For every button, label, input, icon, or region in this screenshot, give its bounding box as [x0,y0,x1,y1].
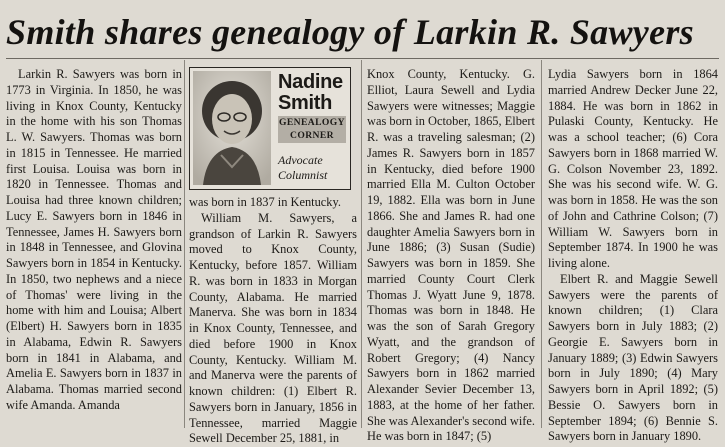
headline-rule [6,58,719,59]
column-title-line1: GENEALOGY [279,117,345,128]
column-rule [184,60,185,428]
column-rule [541,60,542,428]
article-column-4 [548,67,718,445]
columnist-first-name: Nadine [278,71,343,93]
columnist-name [278,72,348,114]
article-column-1 [6,67,182,414]
columnist-role [278,153,348,183]
role-line2: Columnist [278,168,328,182]
columnist-last-name: Smith [278,92,333,114]
column-title-badge [278,116,346,143]
column-rule [361,60,362,428]
column-title-line2: CORNER [290,129,334,141]
paragraph: Larkin R. Sawyers was born in 1773 in Virginia. In 1850, he was living in Knox County, Kentucky in the home with his son Thomas L. W. Sawyers. Thomas was born in 1815 in Tennessee. He married first Louisa. Louisa was born in 1820 in Tennessee. Thomas and Louisa had three known children; Lucy E. Sawyers born in 1846 in Tennessee, James H. Sawyers born in 1848 in Tennessee, and Glovina Sawyers born in 1854 in Kentucky. In 1850, two nephews and a niece of Thomas' were living in the home with him and Louisa; Albert (Elbert) H. Sawyers born in 1835 in Alabama, Edwin R. Sawyers born in 1841 in Alabama, and Amelia E. Sawyers born in 1837 in Alabama. Thomas married second wife Amanda. Amanda [6,67,182,412]
paragraph: Knox County, Kentucky. G. Elliot, Laura Sewell and Lydia Sawyers were witnesses; Maggie was born in October, 1865, Elbert R. was a traveling salesman; (2) James R. Sawyers born in 1857 in Kentucky, died before 1900 married Ella M. Culton October 19, 1882. Ella was born in June 1866. She and James R. had one daughter Amelia Sawyers born in June 1886; (3) Susan (Sudie) Sawyers was born in 1859. She married County Court Clerk Thomas J. Wyatt June 9, 1878. Thomas was born in 1848. He was the son of Sarah Gregory Wyatt, and the grandson of Robert Gregory; (4) Nancy Sawyers born in 1862 married Alexander Sevier December 13, 1883, at the home of her father. She was Alexander's second wife. He was born in 1847; (5) [367,67,535,444]
article-column-3 [367,67,535,445]
paragraph: William M. Sawyers, a grandson of Larkin R. Sawyers moved to Knox County, Kentucky, before 1857. William R. was born in 1833 in Morgan County, Alabama. He married Manerva. She was born in 1834 in Knox County, Tennessee, and died before 1900 in Knox County, Kentucky. William M. and Manerva were the parents of known children: (1) Elbert R. Sawyers born in January, 1856 in Tennessee, married Maggie Sewell December 25, 1881, in [189,210,357,446]
article-column-2 [189,195,357,447]
role-line1: Advocate [278,153,323,167]
columnist-byline-box [189,67,351,190]
columnist-portrait-photo [193,71,271,185]
paragraph: was born in 1837 in Kentucky. [189,195,341,209]
headline: Smith shares genealogy of Larkin R. Sawyers [6,12,694,52]
paragraph: Elbert R. and Maggie Sewell Sawyers were the parents of known children; (1) Clara Sawyers born in July 1883; (2) Georgie E. Sawyers born in January 1889; (3) Edwin Sawyers born in July 1890; (4) Mary Sawyers born in April 1892; (5) Bessie O. Sawyers born in September 1894; (6) Bennie S. Sawyers born in January 1890. [548,271,718,444]
paragraph: Lydia Sawyers born in 1864 married Andrew Decker June 22, 1884. He was born in 1862 in Pulaski County, Kentucky. He was a school teacher; (6) Cora Sawyers born in 1868 married W. G. Colson November 23, 1892. She was his second wife. W. G. was born in 1858. He was the son of John and Cathrine Colson; (7) William W. Sawyers born in September 1874. In 1900 he was living alone. [548,67,718,270]
